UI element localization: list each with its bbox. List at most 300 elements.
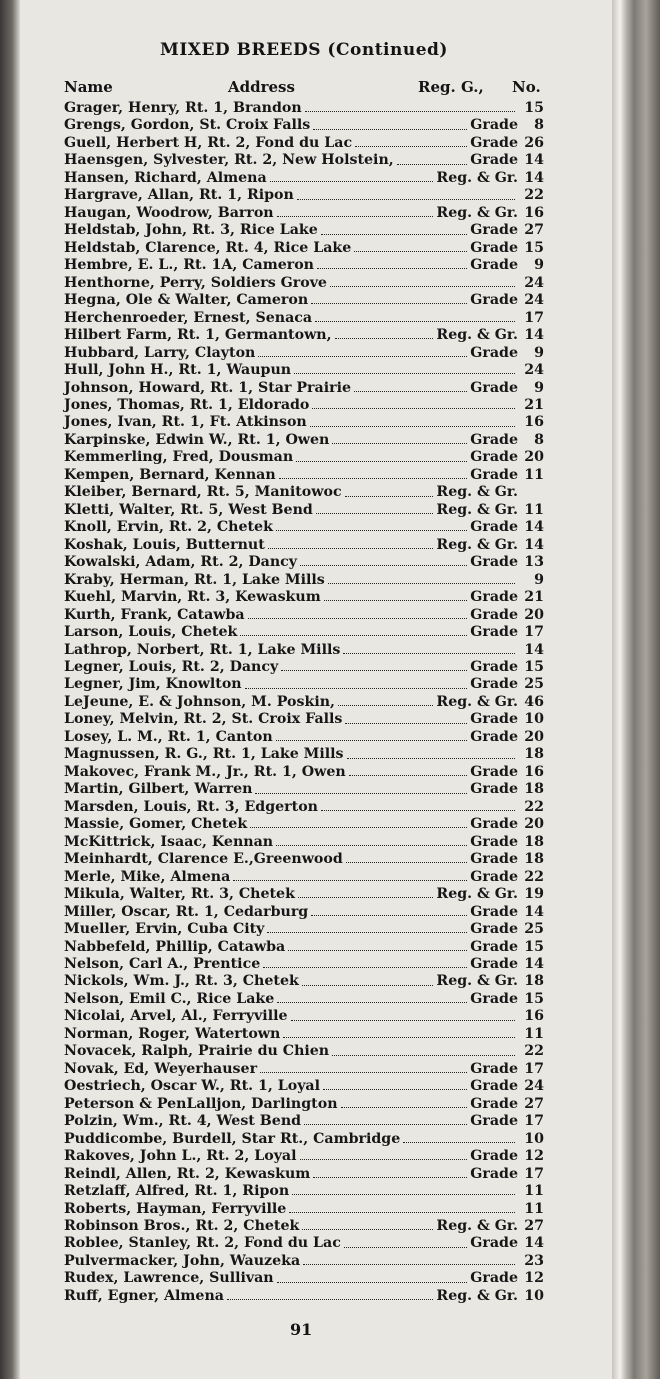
dot-leader: [354, 251, 467, 252]
dot-leader: [355, 146, 467, 147]
dot-leader: [354, 391, 467, 392]
entry-name-address: Henthorne, Perry, Soldiers Grove: [64, 274, 327, 291]
entry-reg-grade: Grade: [470, 816, 518, 833]
table-row: [64, 1131, 544, 1148]
table-row: [64, 1096, 544, 1113]
row-cells: [64, 345, 518, 362]
entry-name-address: Koshak, Louis, Butternut: [64, 536, 265, 553]
dot-leader: [346, 862, 467, 863]
table-row: [64, 921, 544, 938]
row-cells: [64, 1061, 518, 1078]
entry-reg-grade: Grade: [470, 728, 518, 745]
row-cells: [64, 1201, 518, 1218]
header-name: Name: [64, 78, 113, 96]
entry-number: 21: [524, 396, 544, 413]
entry-reg-grade: Grade: [470, 379, 518, 396]
entry-name-address: Hubbard, Larry, Clayton: [64, 344, 256, 361]
table-row: [64, 1201, 544, 1218]
row-cells: [64, 624, 518, 641]
table-row: [64, 572, 544, 589]
table-row: [64, 537, 544, 554]
entry-reg-grade: Reg. & Gr.: [436, 536, 518, 553]
table-row: [64, 1183, 544, 1200]
table-row: [64, 484, 544, 501]
table-row: [64, 380, 544, 397]
entry-name-address: Legner, Jim, Knowlton: [64, 676, 242, 693]
entry-reg-grade: Grade: [470, 868, 518, 885]
entry-number: 20: [524, 606, 544, 623]
row-cells: [64, 659, 518, 676]
dot-leader: [297, 199, 515, 200]
dot-leader: [300, 565, 467, 566]
entry-number: 25: [524, 921, 544, 938]
entry-name-address: Hargrave, Allan, Rt. 1, Ripon: [64, 187, 294, 204]
dot-leader: [311, 303, 467, 304]
entry-name-address: Knoll, Ervin, Rt. 2, Chetek: [64, 519, 273, 536]
row-cells: [64, 1288, 518, 1305]
entry-name-address: Kleiber, Bernard, Rt. 5, Manitowoc: [64, 484, 342, 501]
page-left-edge-shadow: [0, 0, 20, 1379]
dot-leader: [310, 426, 515, 427]
table-row: [64, 816, 544, 833]
table-row: [64, 100, 544, 117]
entry-number: 18: [524, 746, 544, 763]
dot-leader: [332, 1055, 515, 1056]
table-row: [64, 1235, 544, 1252]
table-row: [64, 904, 544, 921]
dot-leader: [315, 321, 515, 322]
entry-reg-grade: Grade: [470, 344, 518, 361]
row-cells: [64, 292, 518, 309]
dot-leader: [250, 827, 467, 828]
entry-reg-grade: Reg. & Gr.: [436, 1287, 518, 1304]
dot-leader: [302, 985, 434, 986]
entry-reg-grade: Grade: [470, 1060, 518, 1077]
entry-name-address: Miller, Oscar, Rt. 1, Cedarburg: [64, 903, 309, 920]
entry-number: 26: [524, 134, 544, 151]
dot-leader: [291, 1020, 515, 1021]
entry-reg-grade: Grade: [470, 1095, 518, 1112]
entry-name-address: Retzlaff, Alfred, Rt. 1, Ripon: [64, 1183, 290, 1200]
row-cells: [64, 310, 518, 327]
entry-number: 16: [524, 763, 544, 780]
entry-number: 14: [524, 1235, 544, 1252]
dot-leader: [302, 1229, 433, 1230]
table-row: [64, 502, 544, 519]
entry-name-address: Heldstab, John, Rt. 3, Rice Lake: [64, 222, 318, 239]
entry-name-address: Rudex, Lawrence, Sullivan: [64, 1270, 274, 1287]
entry-name-address: Roblee, Stanley, Rt. 2, Fond du Lac: [64, 1235, 341, 1252]
entry-name-address: Kowalski, Adam, Rt. 2, Dancy: [64, 554, 298, 571]
row-cells: [64, 414, 518, 431]
entry-number: 20: [524, 816, 544, 833]
row-cells: [64, 956, 518, 973]
entry-number: 20: [524, 728, 544, 745]
row-cells: [64, 1218, 518, 1235]
row-cells: [64, 642, 518, 659]
table-row: [64, 1218, 544, 1235]
entry-reg-grade: Grade: [470, 763, 518, 780]
row-cells: [64, 240, 518, 257]
entry-name-address: Haensgen, Sylvester, Rt. 2, New Holstein,: [64, 152, 394, 169]
row-cells: [64, 432, 518, 449]
dot-leader: [347, 758, 515, 759]
dot-leader: [304, 1124, 467, 1125]
entry-reg-grade: Grade: [470, 1113, 518, 1130]
entry-reg-grade: Grade: [470, 606, 518, 623]
entry-number: 24: [524, 292, 544, 309]
row-cells: [64, 484, 518, 501]
row-cells: [64, 711, 518, 728]
entry-reg-grade: Grade: [470, 938, 518, 955]
entry-name-address: Herchenroeder, Ernest, Senaca: [64, 309, 313, 326]
row-cells: [64, 816, 518, 833]
entry-reg-grade: Grade: [470, 1148, 518, 1165]
entry-number: 11: [524, 466, 544, 483]
dot-leader: [258, 356, 467, 357]
table-row: [64, 624, 544, 641]
entry-reg-grade: Grade: [470, 466, 518, 483]
table-row: [64, 1166, 544, 1183]
entry-reg-grade: Grade: [470, 659, 518, 675]
entry-number: 17: [524, 1165, 544, 1182]
entry-reg-grade: Grade: [470, 624, 518, 641]
entry-number: 24: [524, 1078, 544, 1095]
entry-name-address: Kuehl, Marvin, Rt. 3, Kewaskum: [64, 589, 321, 606]
entry-name-address: Karpinske, Edwin W., Rt. 1, Owen: [64, 431, 330, 448]
dot-leader: [260, 1072, 467, 1073]
row-cells: [64, 764, 518, 781]
entry-name-address: Roberts, Hayman, Ferryville: [64, 1200, 287, 1217]
row-cells: [64, 205, 518, 222]
table-row: [64, 135, 544, 152]
entry-name-address: Hansen, Richard, Almena: [64, 169, 267, 186]
dot-leader: [292, 1194, 515, 1195]
entry-number: 14: [524, 903, 544, 920]
row-cells: [64, 781, 518, 798]
entry-number: 17: [524, 1060, 544, 1077]
entry-name-address: Nickols, Wm. J., Rt. 3, Chetek: [64, 973, 299, 990]
entry-reg-grade: Reg. & Gr.: [436, 484, 518, 501]
entry-reg-grade: Grade: [470, 1235, 518, 1252]
entry-number: 11: [524, 1200, 544, 1217]
table-row: [64, 729, 544, 746]
dot-leader: [328, 583, 515, 584]
entry-reg-grade: Grade: [470, 990, 518, 1007]
entry-number: 12: [524, 1148, 544, 1165]
table-row: [64, 764, 544, 781]
table-row: [64, 676, 544, 693]
entry-number: 15: [524, 239, 544, 256]
row-cells: [64, 1183, 518, 1200]
entry-name-address: Kraby, Herman, Rt. 1, Lake Mills: [64, 571, 325, 588]
entry-name-address: Martin, Gilbert, Warren: [64, 781, 253, 798]
table-row: [64, 292, 544, 309]
entry-reg-grade: Reg. & Gr.: [436, 327, 518, 344]
table-row: [64, 222, 544, 239]
dot-leader: [313, 129, 467, 130]
dot-leader: [312, 408, 515, 409]
entry-reg-grade: Grade: [470, 589, 518, 606]
table-row: [64, 1043, 544, 1060]
dot-leader: [323, 1089, 467, 1090]
entry-number: 15: [524, 990, 544, 1007]
entry-name-address: Losey, L. M., Rt. 1, Canton: [64, 728, 273, 745]
entry-number: 14: [524, 536, 544, 553]
dot-leader: [305, 111, 515, 112]
entry-name-address: Marsden, Louis, Rt. 3, Edgerton: [64, 798, 318, 815]
entry-reg-grade: Grade: [470, 239, 518, 256]
entry-number: 19: [524, 886, 544, 903]
row-cells: [64, 746, 518, 763]
row-cells: [64, 1078, 518, 1095]
row-cells: [64, 397, 518, 414]
dot-leader: [335, 338, 434, 339]
row-cells: [64, 1131, 518, 1148]
table-row: [64, 607, 544, 624]
header-address: Address: [228, 78, 295, 96]
dot-leader: [345, 496, 434, 497]
entry-name-address: Jones, Ivan, Rt. 1, Ft. Atkinson: [64, 414, 307, 431]
table-row: [64, 1078, 544, 1095]
table-row: [64, 117, 544, 134]
row-cells: [64, 973, 518, 990]
dot-leader: [403, 1142, 515, 1143]
dot-leader: [397, 164, 468, 165]
entry-reg-grade: Grade: [470, 851, 518, 868]
row-cells: [64, 572, 518, 589]
entry-reg-grade: Reg. & Gr.: [436, 169, 518, 186]
table-row: [64, 694, 544, 711]
dot-leader: [330, 286, 515, 287]
table-row: [64, 781, 544, 798]
entry-name-address: Magnussen, R. G., Rt. 1, Lake Mills: [64, 746, 344, 763]
dot-leader: [283, 1037, 515, 1038]
entry-number: 22: [524, 187, 544, 204]
dot-leader: [343, 653, 515, 654]
entry-reg-grade: Reg. & Gr.: [436, 1218, 518, 1234]
listing-table: [64, 100, 544, 1305]
entry-name-address: Kletti, Walter, Rt. 5, West Bend: [64, 501, 313, 518]
dot-leader: [341, 1107, 468, 1108]
dot-leader: [344, 1247, 467, 1248]
table-row: [64, 205, 544, 222]
entry-number: 17: [524, 624, 544, 641]
entry-reg-grade: Grade: [470, 152, 518, 169]
entry-name-address: Heldstab, Clarence, Rt. 4, Rice Lake: [64, 239, 352, 256]
entry-name-address: LeJeune, E. & Johnson, M. Poskin,: [64, 693, 335, 710]
table-row: [64, 257, 544, 274]
entry-reg-grade: Grade: [470, 519, 518, 536]
entry-number: 11: [524, 501, 544, 518]
entry-number: 17: [524, 309, 544, 326]
book-spine: [612, 0, 660, 1379]
entry-reg-grade: Grade: [470, 257, 518, 274]
dot-leader: [277, 1002, 467, 1003]
row-cells: [64, 1008, 518, 1025]
entry-name-address: Novacek, Ralph, Prairie du Chien: [64, 1043, 330, 1060]
dot-leader: [311, 915, 467, 916]
entry-reg-grade: Grade: [470, 449, 518, 466]
row-cells: [64, 467, 518, 484]
entry-name-address: Larson, Louis, Chetek: [64, 624, 238, 641]
entry-number: 11: [524, 1025, 544, 1042]
table-row: [64, 397, 544, 414]
entry-number: 11: [524, 1183, 544, 1200]
entry-name-address: Kurth, Frank, Catawba: [64, 606, 245, 623]
entry-number: 15: [524, 659, 544, 675]
dot-leader: [248, 618, 468, 619]
table-row: [64, 554, 544, 571]
table-row: [64, 799, 544, 816]
table-row: [64, 1061, 544, 1078]
entry-number: 14: [524, 169, 544, 186]
entry-number: 14: [524, 641, 544, 658]
row-cells: [64, 869, 518, 886]
dot-leader: [321, 234, 468, 235]
entry-name-address: Nelson, Carl A., Prentice: [64, 955, 261, 972]
entry-name-address: Novak, Ed, Weyerhauser: [64, 1060, 258, 1077]
entry-number: 10: [524, 711, 544, 728]
dot-leader: [345, 723, 467, 724]
entry-name-address: Ruff, Egner, Almena: [64, 1287, 224, 1304]
row-cells: [64, 921, 518, 938]
table-row: [64, 449, 544, 466]
entry-name-address: Reindl, Allen, Rt. 2, Kewaskum: [64, 1165, 311, 1182]
entry-name-address: Pulvermacker, John, Wauzeka: [64, 1252, 301, 1269]
row-cells: [64, 362, 518, 379]
entry-number: 8: [534, 117, 544, 134]
entry-name-address: Oestriech, Oscar W., Rt. 1, Loyal: [64, 1078, 321, 1095]
entry-reg-grade: Grade: [470, 676, 518, 693]
table-row: [64, 345, 544, 362]
table-row: [64, 1270, 544, 1287]
dot-leader: [263, 967, 467, 968]
table-row: [64, 414, 544, 431]
row-cells: [64, 327, 518, 344]
entry-number: 21: [524, 589, 544, 606]
dot-leader: [233, 880, 467, 881]
page-number: 91: [290, 1320, 313, 1339]
entry-reg-grade: Grade: [470, 711, 518, 728]
entry-number: 10: [524, 1287, 544, 1304]
row-cells: [64, 449, 518, 466]
dot-leader: [277, 216, 434, 217]
row-cells: [64, 170, 518, 187]
row-cells: [64, 502, 518, 519]
dot-leader: [321, 810, 515, 811]
header-number: No.: [512, 78, 541, 96]
entry-name-address: Makovec, Frank M., Jr., Rt. 1, Owen: [64, 763, 346, 780]
section-title: MIXED BREEDS (Continued): [160, 40, 448, 60]
entry-number: 46: [524, 693, 544, 710]
entry-name-address: Hilbert Farm, Rt. 1, Germantown,: [64, 327, 332, 344]
row-cells: [64, 834, 518, 851]
entry-number: 9: [534, 379, 544, 396]
entry-number: 25: [524, 676, 544, 693]
dot-leader: [281, 670, 467, 671]
entry-number: 16: [524, 1008, 544, 1025]
dot-leader: [240, 635, 467, 636]
row-cells: [64, 1026, 518, 1043]
row-cells: [64, 135, 518, 152]
entry-number: 15: [524, 100, 544, 116]
dot-leader: [267, 932, 467, 933]
entry-reg-grade: Grade: [470, 554, 518, 571]
entry-number: 9: [534, 571, 544, 588]
table-row: [64, 1008, 544, 1025]
entry-name-address: Kempen, Bernard, Kennan: [64, 466, 276, 483]
entry-name-address: Kemmerling, Fred, Dousman: [64, 449, 294, 466]
entry-number: 8: [534, 431, 544, 448]
table-row: [64, 170, 544, 187]
table-row: [64, 711, 544, 728]
table-row: [64, 362, 544, 379]
entry-reg-grade: Grade: [470, 117, 518, 134]
dot-leader: [277, 1282, 468, 1283]
entry-number: 22: [524, 868, 544, 885]
row-cells: [64, 1166, 518, 1183]
entry-name-address: Nelson, Emil C., Rice Lake: [64, 990, 275, 1007]
row-cells: [64, 257, 518, 274]
table-row: [64, 973, 544, 990]
entry-reg-grade: Reg. & Gr.: [436, 501, 518, 518]
row-cells: [64, 1235, 518, 1252]
row-cells: [64, 1113, 518, 1130]
entry-name-address: Polzin, Wm., Rt. 4, West Bend: [64, 1113, 302, 1130]
table-row: [64, 519, 544, 536]
dot-leader: [317, 268, 467, 269]
row-cells: [64, 117, 518, 134]
entry-reg-grade: Grade: [470, 1270, 518, 1287]
entry-name-address: Grager, Henry, Rt. 1, Brandon: [64, 100, 302, 116]
row-cells: [64, 886, 518, 903]
entry-name-address: Merle, Mike, Almena: [64, 868, 231, 885]
dot-leader: [303, 1264, 515, 1265]
row-cells: [64, 676, 518, 693]
header-reg-grade: Reg. G.,: [418, 78, 484, 96]
entry-number: 14: [524, 955, 544, 972]
table-row: [64, 991, 544, 1008]
entry-number: 12: [524, 1270, 544, 1287]
table-row: [64, 1253, 544, 1270]
row-cells: [64, 152, 518, 169]
row-cells: [64, 607, 518, 624]
dot-leader: [300, 1159, 468, 1160]
table-row: [64, 432, 544, 449]
entry-reg-grade: Reg. & Gr.: [436, 886, 518, 903]
dot-leader: [270, 181, 434, 182]
table-row: [64, 152, 544, 169]
row-cells: [64, 554, 518, 571]
entry-name-address: Jones, Thomas, Rt. 1, Eldorado: [64, 396, 310, 413]
entry-number: 24: [524, 362, 544, 379]
table-row: [64, 642, 544, 659]
entry-number: 18: [524, 833, 544, 850]
table-row: [64, 834, 544, 851]
entry-name-address: Hembre, E. L., Rt. 1A, Cameron: [64, 257, 314, 274]
entry-number: 9: [534, 344, 544, 361]
dot-leader: [276, 740, 468, 741]
entry-name-address: Meinhardt, Clarence E.,Greenwood: [64, 851, 343, 868]
entry-reg-grade: Grade: [470, 903, 518, 920]
entry-name-address: Mueller, Ervin, Cuba City: [64, 921, 265, 938]
row-cells: [64, 1043, 518, 1060]
dot-leader: [276, 845, 467, 846]
dot-leader: [313, 1177, 467, 1178]
entry-number: 16: [524, 414, 544, 431]
row-cells: [64, 222, 518, 239]
